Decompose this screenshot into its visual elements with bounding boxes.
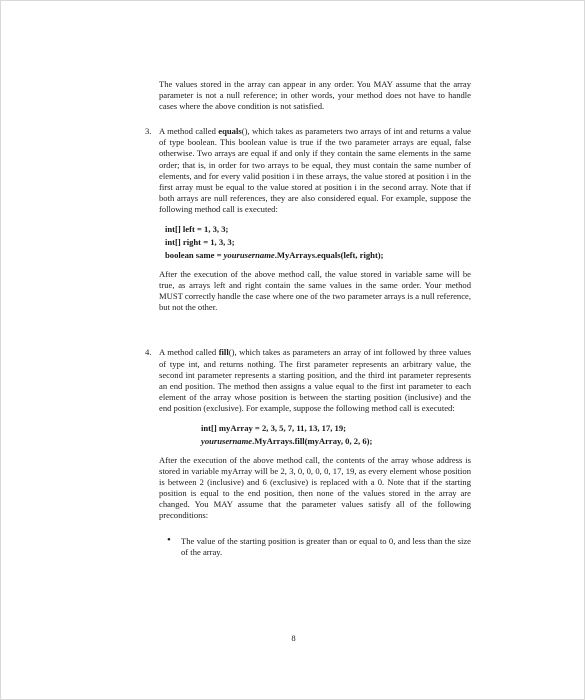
- item-number: 3.: [145, 126, 152, 137]
- method-name: equals: [218, 126, 242, 137]
- item-description: A method called fill(), which takes as parameters an array of int followed by three values of type int, and returns nothing. The first parameter represents an arbitrary value, the second int parameter represents a starting position, and the third int parameter represents an end position. The method then assigns a value equal to the first int parameter to each element of the array whose position is between the starting position (inclusive) and the end position (exclusive). For example, suppose the following method call is executed:: [159, 347, 471, 413]
- page-number: 8: [291, 633, 296, 643]
- code-line: int[] left = 1, 3, 3;: [165, 224, 229, 235]
- list-item-4: [145, 347, 471, 557]
- code-example: [165, 223, 471, 262]
- item-description: A method called equals(), which takes as parameters two arrays of int and returns a value of type boolean. This boolean value is true if the two parameter arrays are equal, false otherwise. Two arrays are equal if and only if they contain the same elements in the same order; that is, in order for two arrays to be equal, they must contain the same number of elements, and for every valid position i in these arrays, the value stored at position i in the first array must be equal to the value stored at position i in the second array. Note that if both arrays are null references, they are also considered equal. For example, suppose the following method call is executed:: [159, 126, 471, 214]
- item-number: 4.: [145, 347, 152, 358]
- item-explanation: After the execution of the above method call, the value stored in variable same will be true, as arrays left and right contain the same values in the same order. Your method MUST correctly handle the case where one of the two parameter arrays is a null reference, but not the other.: [159, 269, 471, 313]
- page-content: [145, 79, 471, 558]
- list-item-3: [145, 126, 471, 313]
- intro-paragraph: The values stored in the array can appear in any order. You MAY assume that the array parameter is not a null reference; in other words, your method does not have to handle cases where the above condition is not satisfied.: [159, 79, 471, 112]
- item-explanation: After the execution of the above method call, the contents of the array whose address is stored in variable myArray will be 2, 3, 0, 0, 0, 0, 17, 19, as every element whose position is between 2 (inclusive) and 6 (exclusive) is replaced with a 0. Note that if the starting position is equal to the end position, then none of the values stored in the array are changed. You MAY assume that the parameter values satisfy all of the following preconditions:: [159, 454, 471, 521]
- code-line: yourusername.MyArrays.fill(myArray, 0, 2, 6);: [201, 435, 373, 446]
- code-line: int[] myArray = 2, 3, 5, 7, 11, 13, 17, 19;: [201, 422, 347, 433]
- method-name: fill: [218, 347, 229, 358]
- precondition-bullet: • The value of the starting position is greater than or equal to 0, and less than the size of the array.: [165, 536, 471, 558]
- code-example: [201, 422, 471, 448]
- code-line: int[] right = 1, 3, 3;: [165, 237, 235, 248]
- code-line: boolean same = yourusername.MyArrays.equals(left, right);: [165, 250, 384, 261]
